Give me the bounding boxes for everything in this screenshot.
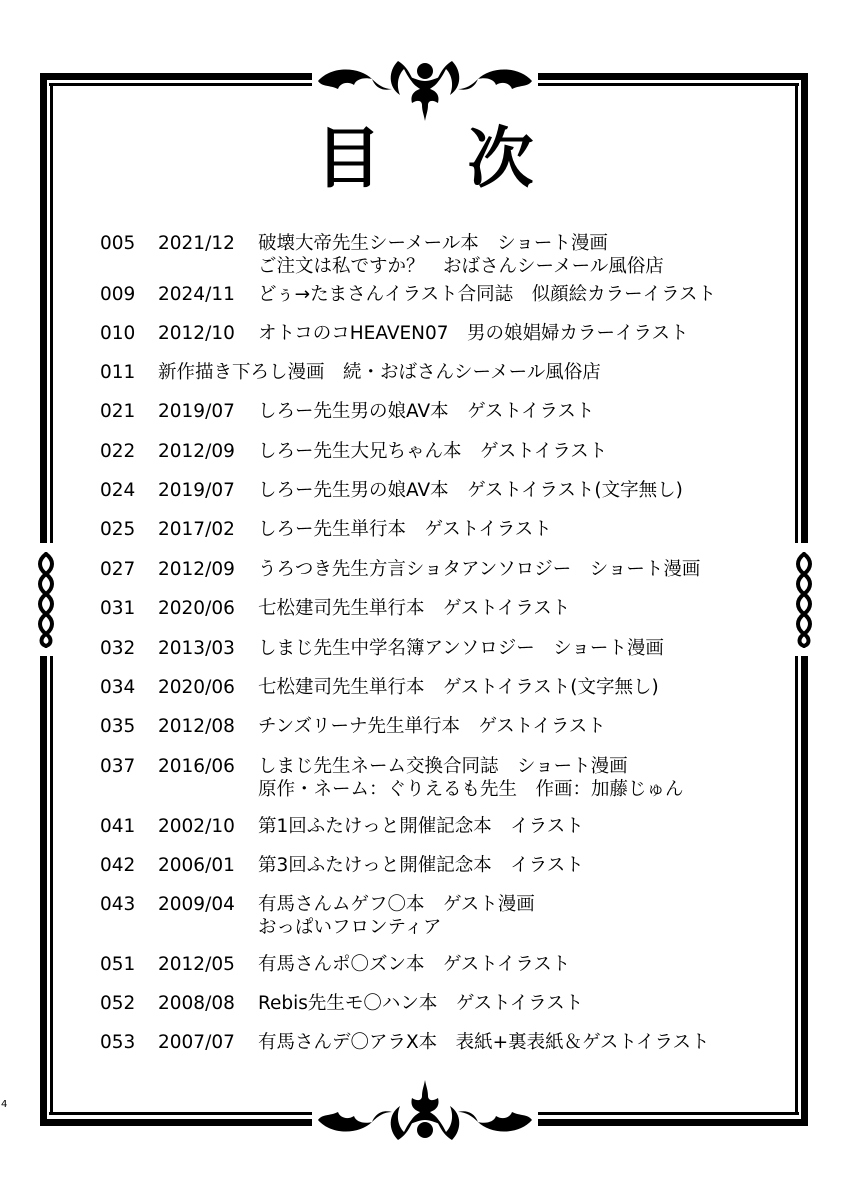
toc-title xyxy=(258,676,659,699)
toc-title xyxy=(258,637,664,660)
toc-title-line: しろー先生男の娘AV本 ゲストイラスト(文字無し) xyxy=(258,480,683,501)
toc-title-line: どぅ→たまさんイラスト合同誌 似顔絵カラーイラスト xyxy=(258,284,717,305)
toc-title xyxy=(258,715,606,738)
toc-page-number: 022 xyxy=(100,441,136,462)
toc-title-line: 第1回ふたけっと開催記念本 イラスト xyxy=(258,816,584,837)
toc-title xyxy=(258,992,583,1015)
toc-date: 2012/09 xyxy=(158,559,235,580)
toc-title xyxy=(258,597,570,620)
left-side-ornament-icon xyxy=(36,552,56,648)
toc-page-number: 037 xyxy=(100,756,136,777)
toc-page-number: 031 xyxy=(100,598,136,619)
toc-page-number: 052 xyxy=(100,993,136,1014)
toc-date: 2012/09 xyxy=(158,441,235,462)
toc-title xyxy=(258,322,689,345)
toc-title-line: 七松建司先生単行本 ゲストイラスト xyxy=(258,598,571,619)
frame-top-inner-right xyxy=(538,83,799,86)
toc-title-line: 原作・ネーム：ぐりえるも先生 作画：加藤じゅん xyxy=(258,779,684,800)
toc-date: 2016/06 xyxy=(158,756,235,777)
toc-title-line: 七松建司先生単行本 ゲストイラスト(文字無し) xyxy=(258,677,659,698)
title-char-2: 次 xyxy=(467,119,534,197)
toc-page-number: 042 xyxy=(100,855,136,876)
toc-title xyxy=(258,755,684,801)
toc-page-number: 027 xyxy=(100,559,136,580)
toc-page-number: 005 xyxy=(100,233,136,254)
toc-title-line: チンズリーナ先生単行本 ゲストイラスト xyxy=(258,716,606,737)
right-side-ornament-icon xyxy=(794,552,814,648)
frame-right-outer-bottom xyxy=(801,656,808,1126)
page-title xyxy=(0,118,849,198)
frame-right-inner-bottom xyxy=(795,656,798,1115)
toc-title xyxy=(158,361,601,384)
toc-title-line: 破壊大帝先生シーメール本 ショート漫画 xyxy=(258,233,608,254)
toc-title xyxy=(258,518,552,541)
toc-title-line: 有馬さんムゲフ〇本 ゲスト漫画 xyxy=(258,894,535,915)
frame-bottom-inner-right xyxy=(538,1112,799,1115)
toc-page-number: 024 xyxy=(100,480,136,501)
toc-page-number: 035 xyxy=(100,716,136,737)
toc-date: 2006/01 xyxy=(158,855,235,876)
toc-date: 2017/02 xyxy=(158,519,235,540)
toc-page-number: 021 xyxy=(100,401,136,422)
frame-left-inner-bottom xyxy=(50,656,53,1115)
toc-date: 2020/06 xyxy=(158,598,235,619)
toc-page-number: 009 xyxy=(100,284,136,305)
toc-date: 2012/08 xyxy=(158,716,235,737)
toc-date: 2019/07 xyxy=(158,401,235,422)
toc-title-line: しまじ先生中学名簿アンソロジー ショート漫画 xyxy=(258,638,664,659)
frame-bottom-outer-left xyxy=(40,1119,312,1126)
toc-date: 2008/08 xyxy=(158,993,235,1014)
toc-title xyxy=(258,232,664,278)
frame-bottom-inner-left xyxy=(49,1112,312,1115)
toc-date: 2013/03 xyxy=(158,638,235,659)
toc-title xyxy=(258,815,584,838)
top-ornament-icon xyxy=(312,55,538,123)
toc-title xyxy=(258,283,716,306)
toc-date: 2024/11 xyxy=(158,284,235,305)
toc-date: 2007/07 xyxy=(158,1032,235,1053)
toc-date: 2021/12 xyxy=(158,233,235,254)
toc-title-line: 新作描き下ろし漫画 続・おばさんシーメール風俗店 xyxy=(158,362,601,383)
toc-page-number: 025 xyxy=(100,519,136,540)
toc-title-line: しろー先生単行本 ゲストイラスト xyxy=(258,519,552,540)
toc-date: 2009/04 xyxy=(158,894,235,915)
toc-page-number: 043 xyxy=(100,894,136,915)
toc-page-number: 053 xyxy=(100,1032,136,1053)
toc-title xyxy=(258,400,594,423)
toc-page-number: 041 xyxy=(100,816,136,837)
toc-title xyxy=(258,479,683,502)
toc-page-number: 034 xyxy=(100,677,136,698)
toc-title-line: しろー先生大兄ちゃん本 ゲストイラスト xyxy=(258,441,608,462)
toc-title-line: しろー先生男の娘AV本 ゲストイラスト xyxy=(258,401,595,422)
toc-title-line: Rebis先生モ〇ハン本 ゲストイラスト xyxy=(258,993,584,1014)
frame-top-outer-left xyxy=(40,73,312,80)
toc-date: 2012/10 xyxy=(158,323,235,344)
toc-date: 2012/05 xyxy=(158,954,235,975)
toc-page-number: 051 xyxy=(100,954,136,975)
toc-title-line: オトコのコHEAVEN07 男の娘娼婦カラーイラスト xyxy=(258,323,689,344)
frame-top-inner-left xyxy=(49,83,312,86)
page-number: 4 xyxy=(1,1099,8,1110)
bottom-ornament-icon xyxy=(312,1078,538,1146)
frame-bottom-outer-right xyxy=(538,1119,808,1126)
toc-title-line: ご注文は私ですか？ おばさんシーメール風俗店 xyxy=(258,256,664,277)
toc-page-number: 010 xyxy=(100,323,136,344)
toc-title-line: 第3回ふたけっと開催記念本 イラスト xyxy=(258,855,584,876)
toc-date: 2020/06 xyxy=(158,677,235,698)
toc-title-line: おっぱいフロンティア xyxy=(258,917,442,938)
toc-title xyxy=(258,440,607,463)
toc-title xyxy=(258,854,584,877)
title-char-1: 目 xyxy=(315,119,382,197)
toc-page-number: 032 xyxy=(100,638,136,659)
frame-top-outer-right xyxy=(538,73,808,80)
toc-title xyxy=(258,1031,709,1054)
toc-title-line: うろつき先生方言ショタアンソロジー ショート漫画 xyxy=(258,559,701,580)
toc-title xyxy=(258,953,570,976)
frame-left-outer-bottom xyxy=(40,656,47,1126)
toc-title xyxy=(258,893,535,939)
toc-page-number: 011 xyxy=(100,362,136,383)
toc-title xyxy=(258,558,700,581)
toc-date: 2019/07 xyxy=(158,480,235,501)
toc-date: 2002/10 xyxy=(158,816,235,837)
toc-title-line: しまじ先生ネーム交換合同誌 ショート漫画 xyxy=(258,756,628,777)
toc-title-line: 有馬さんポ〇ズン本 ゲストイラスト xyxy=(258,954,571,975)
toc-title-line: 有馬さんデ〇アラX本 表紙+裏表紙＆ゲストイラスト xyxy=(258,1032,710,1053)
